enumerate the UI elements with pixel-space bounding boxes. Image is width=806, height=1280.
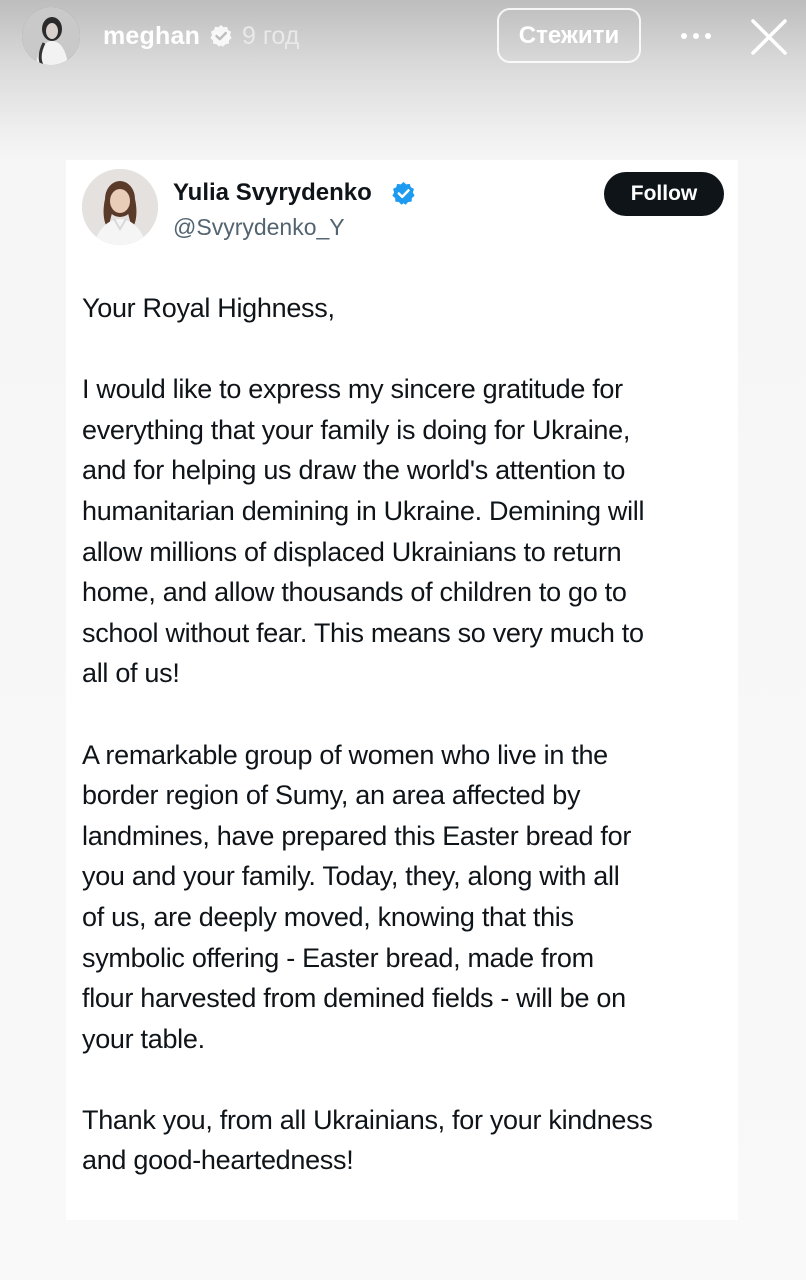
close-icon[interactable] [748, 16, 790, 58]
more-dots-icon[interactable] [678, 22, 714, 50]
tweet-card [66, 160, 738, 1220]
tweet-paragraph: A remarkable group of women who live in the border region of Sumy, an area affected by landmines, have prepared this Easter bread for you and your family. Today, they, along with all of us, are deeply moved, knowing that this symbolic offering - Easter bread, made from flour harvested from demined fields - will be on your table. [82, 739, 632, 1054]
tweet-author-name[interactable]: Yulia Svyrydenko [173, 179, 372, 206]
story-follow-button[interactable]: Стежити [497, 8, 641, 63]
story-username[interactable]: meghan [103, 22, 201, 50]
verified-badge-icon [391, 181, 416, 206]
tweet-paragraph: Your Royal Highness, [82, 293, 335, 323]
tweet-paragraph: Thank you, from all Ukrainians, for your kindness and good-heartedness! [82, 1104, 653, 1176]
tweet-author-handle[interactable]: @Svyrydenko_Y [173, 214, 345, 240]
tweet-paragraph: I would like to express my sincere gratitude for everything that your family is doing for Ukraine, and for helping us draw the world's attention to humanitarian demining in Ukraine. Demining will allow millions of displaced Ukrainians to return home, and allow thousands of children to go to school without fear. This means so very much to all of us! [82, 374, 645, 689]
story-time-ago: 9 год [242, 22, 300, 50]
tweet-follow-button[interactable]: Follow [604, 172, 724, 216]
verified-badge-icon [209, 24, 233, 48]
tweet-text [82, 288, 732, 1181]
story-author-avatar[interactable] [22, 7, 80, 65]
story-header [0, 0, 806, 76]
tweet-author-avatar [82, 169, 158, 245]
